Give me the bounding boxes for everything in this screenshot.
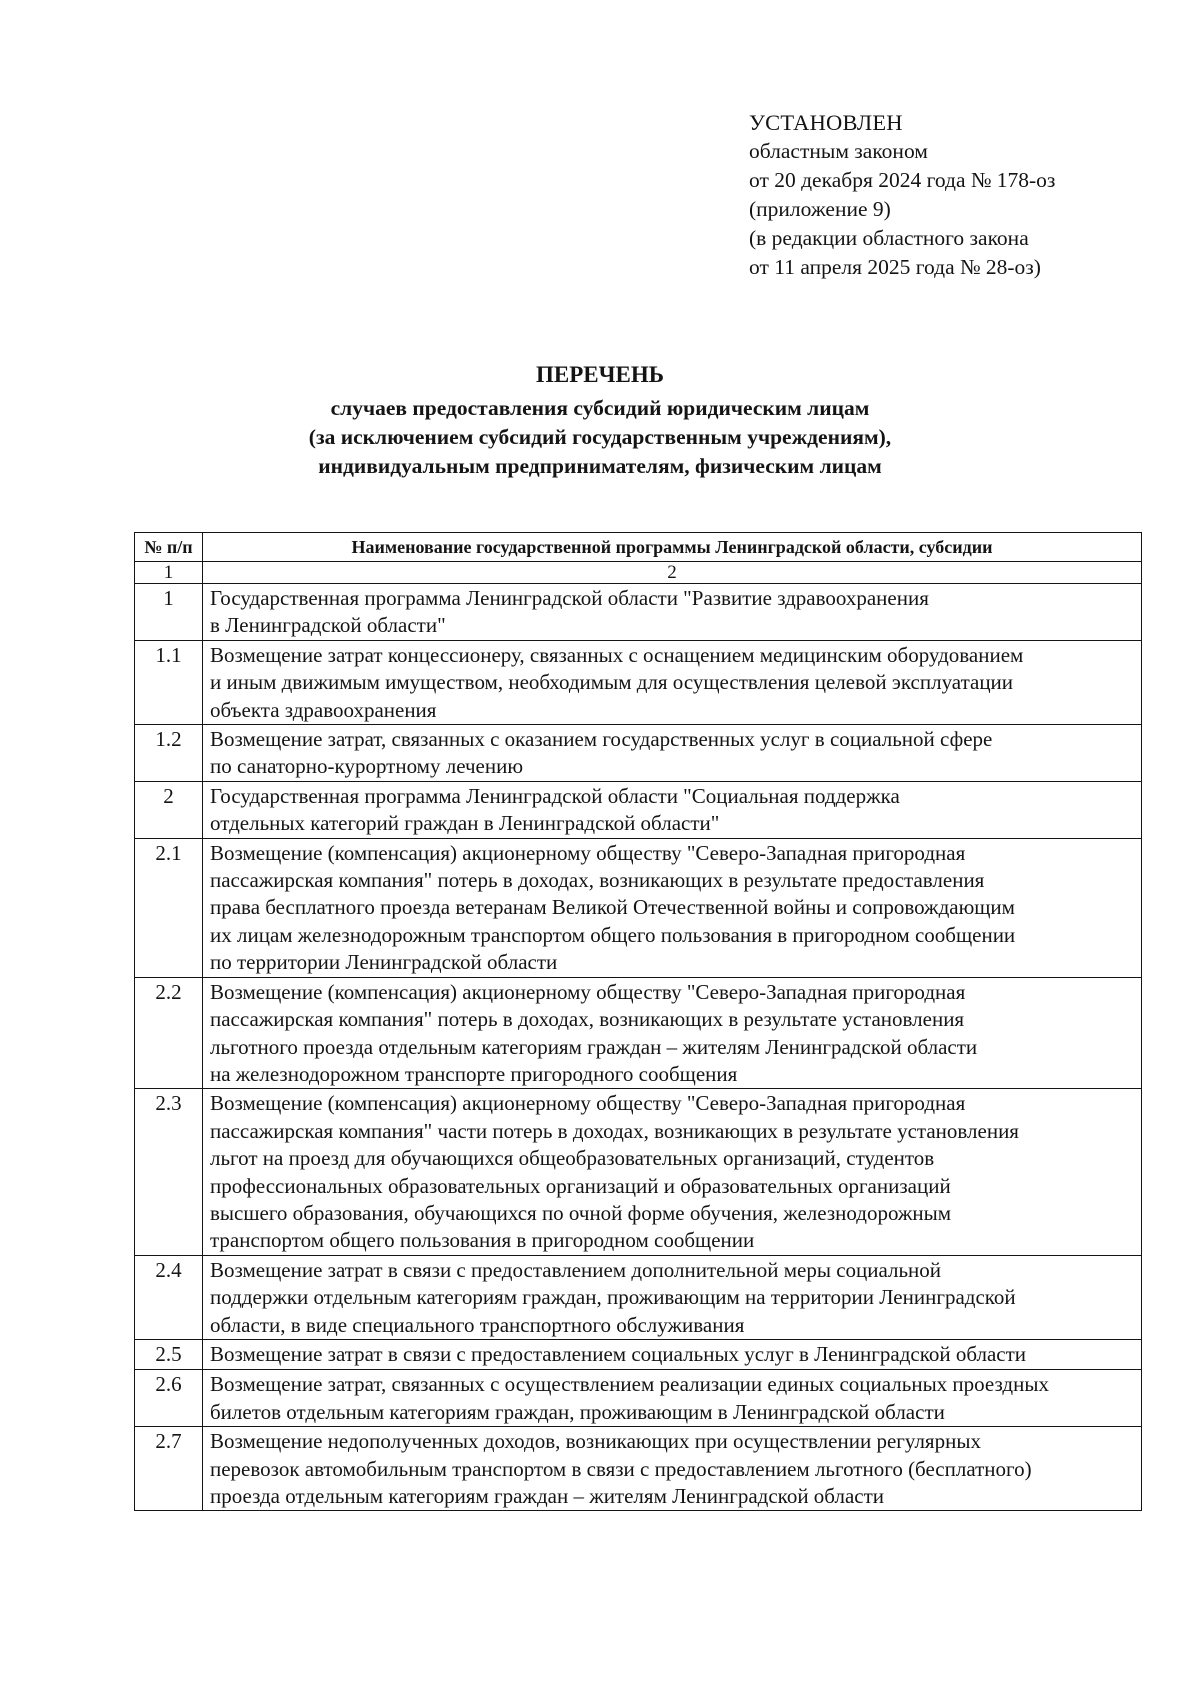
table-row xyxy=(135,584,1142,641)
row-text-line: по территории Ленинградской области xyxy=(210,950,558,975)
row-text xyxy=(203,781,1142,838)
row-text xyxy=(203,640,1142,724)
row-number: 2.1 xyxy=(135,838,203,977)
row-text-line: транспортом общего пользования в пригородном сообщении xyxy=(210,1228,755,1253)
row-text-line: Возмещение затрат, связанных с оказанием государственных услуг в социальной сфере xyxy=(210,727,993,752)
row-text-line: на железнодорожном транспорте пригородного сообщения xyxy=(210,1061,738,1086)
table-body xyxy=(135,584,1142,1511)
row-text xyxy=(203,1089,1142,1255)
row-text-line: Возмещение (компенсация) акционерному обществу "Северо-Западная пригородная xyxy=(210,979,966,1004)
row-number: 2.5 xyxy=(135,1339,203,1369)
row-text-line: Государственная программа Ленинградской области "Развитие здравоохранения xyxy=(210,586,929,610)
document-title xyxy=(0,360,1200,481)
title-line: (за исключением субсидий государственным учреждениям), xyxy=(308,425,892,449)
stamp-line: от 20 декабря 2024 года № 178-оз xyxy=(749,168,1056,192)
row-text xyxy=(203,977,1142,1089)
title-heading: ПЕРЕЧЕНЬ xyxy=(536,362,664,387)
table-row xyxy=(135,781,1142,838)
row-text-line: билетов отдельным категориям граждан, проживающим в Ленинградской области xyxy=(210,1399,945,1424)
row-number: 1 xyxy=(135,584,203,641)
row-text xyxy=(203,838,1142,977)
table-row xyxy=(135,977,1142,1089)
row-text-line: Возмещение (компенсация) акционерному обществу "Северо-Западная пригородная xyxy=(210,840,966,865)
table-row xyxy=(135,725,1142,782)
row-number: 2 xyxy=(135,781,203,838)
row-text xyxy=(203,1370,1142,1427)
row-text xyxy=(203,1255,1142,1339)
row-text-line: по санаторно-курортному лечению xyxy=(210,754,524,779)
stamp-heading: УСТАНОВЛЕН xyxy=(749,110,903,135)
column-number: 1 xyxy=(135,562,203,584)
row-number: 2.6 xyxy=(135,1370,203,1427)
row-text-line: Возмещение недополученных доходов, возникающих при осуществлении регулярных xyxy=(210,1429,981,1454)
title-line: индивидуальным предпринимателям, физическим лицам xyxy=(318,454,882,478)
table-header-row xyxy=(135,533,1142,562)
row-number: 2.4 xyxy=(135,1255,203,1339)
row-text-line: Государственная программа Ленинградской области "Социальная поддержка xyxy=(210,783,900,808)
row-number: 2.3 xyxy=(135,1089,203,1255)
row-text-line: проезда отдельным категориям граждан – жителям Ленинградской области xyxy=(210,1484,885,1508)
stamp-line: (приложение 9) xyxy=(749,197,891,221)
header-number: № п/п xyxy=(135,533,203,562)
row-text xyxy=(203,1427,1142,1511)
row-text-line: их лицам железнодорожным транспортом общего пользования в пригородном сообщении xyxy=(210,922,1016,947)
row-number: 1.2 xyxy=(135,725,203,782)
row-text-line: Возмещение затрат, связанных с осуществлением реализации единых социальных проездных xyxy=(210,1372,1049,1397)
row-text-line: перевозок автомобильным транспортом в связи с предоставлением льготного (бесплатного) xyxy=(210,1456,1032,1481)
row-text-line: высшего образования, обучающихся по очной форме обучения, железнодорожным xyxy=(210,1200,952,1225)
row-text-line: Возмещение затрат концессионеру, связанных с оснащением медицинским оборудованием xyxy=(210,642,1024,667)
row-text-line: Возмещение затрат в связи с предоставлением социальных услуг в Ленинградской области xyxy=(210,1341,1027,1366)
row-text-line: льготного проезда отдельным категориям граждан – жителям Ленинградской области xyxy=(210,1034,978,1059)
row-text-line: пассажирская компания" части потерь в доходах, возникающих в результате установления xyxy=(210,1118,1019,1143)
subsidy-table xyxy=(134,532,1142,1511)
table-row xyxy=(135,1089,1142,1255)
row-text-line: льгот на проезд для обучающихся общеобразовательных организаций, студентов xyxy=(210,1146,935,1171)
column-number-row xyxy=(135,562,1142,584)
row-text-line: пассажирская компания" потерь в доходах, возникающих в результате предоставления xyxy=(210,868,985,893)
row-text xyxy=(203,584,1142,641)
title-line: случаев предоставления субсидий юридическим лицам xyxy=(330,396,870,420)
table-row xyxy=(135,838,1142,977)
column-number: 2 xyxy=(203,562,1142,584)
row-text-line: Возмещение затрат в связи с предоставлением дополнительной меры социальной xyxy=(210,1257,942,1282)
table-row xyxy=(135,1255,1142,1339)
table-row xyxy=(135,1370,1142,1427)
table-row xyxy=(135,1427,1142,1511)
stamp-line: от 11 апреля 2025 года № 28-оз) xyxy=(749,255,1041,279)
row-text-line: области, в виде специального транспортного обслуживания xyxy=(210,1312,745,1337)
row-text-line: объекта здравоохранения xyxy=(210,697,437,722)
stamp-line: (в редакции областного закона xyxy=(749,226,1029,250)
row-text-line: и иным движимым имуществом, необходимым для осуществления целевой эксплуатации xyxy=(210,670,1014,695)
table-row xyxy=(135,640,1142,724)
approval-stamp xyxy=(749,108,1169,282)
table-row xyxy=(135,1339,1142,1369)
row-text-line: в Ленинградской области" xyxy=(210,613,446,638)
row-number: 2.2 xyxy=(135,977,203,1089)
row-text-line: профессиональных образовательных организаций и образовательных организаций xyxy=(210,1173,951,1198)
row-text-line: отдельных категорий граждан в Ленинградской области" xyxy=(210,811,720,836)
row-text xyxy=(203,1339,1142,1369)
row-text-line: поддержки отдельным категориям граждан, проживающим на территории Ленинградской xyxy=(210,1285,1016,1310)
row-text xyxy=(203,725,1142,782)
row-number: 2.7 xyxy=(135,1427,203,1511)
row-text-line: пассажирская компания" потерь в доходах, возникающих в результате установления xyxy=(210,1007,965,1032)
stamp-line: областным законом xyxy=(749,139,928,163)
row-text-line: права бесплатного проезда ветеранам Великой Отечественной войны и сопровождающим xyxy=(210,895,1015,920)
row-text-line: Возмещение (компенсация) акционерному обществу "Северо-Западная пригородная xyxy=(210,1091,966,1116)
row-number: 1.1 xyxy=(135,640,203,724)
header-name: Наименование государственной программы Ленинградской области, субсидии xyxy=(203,533,1142,562)
